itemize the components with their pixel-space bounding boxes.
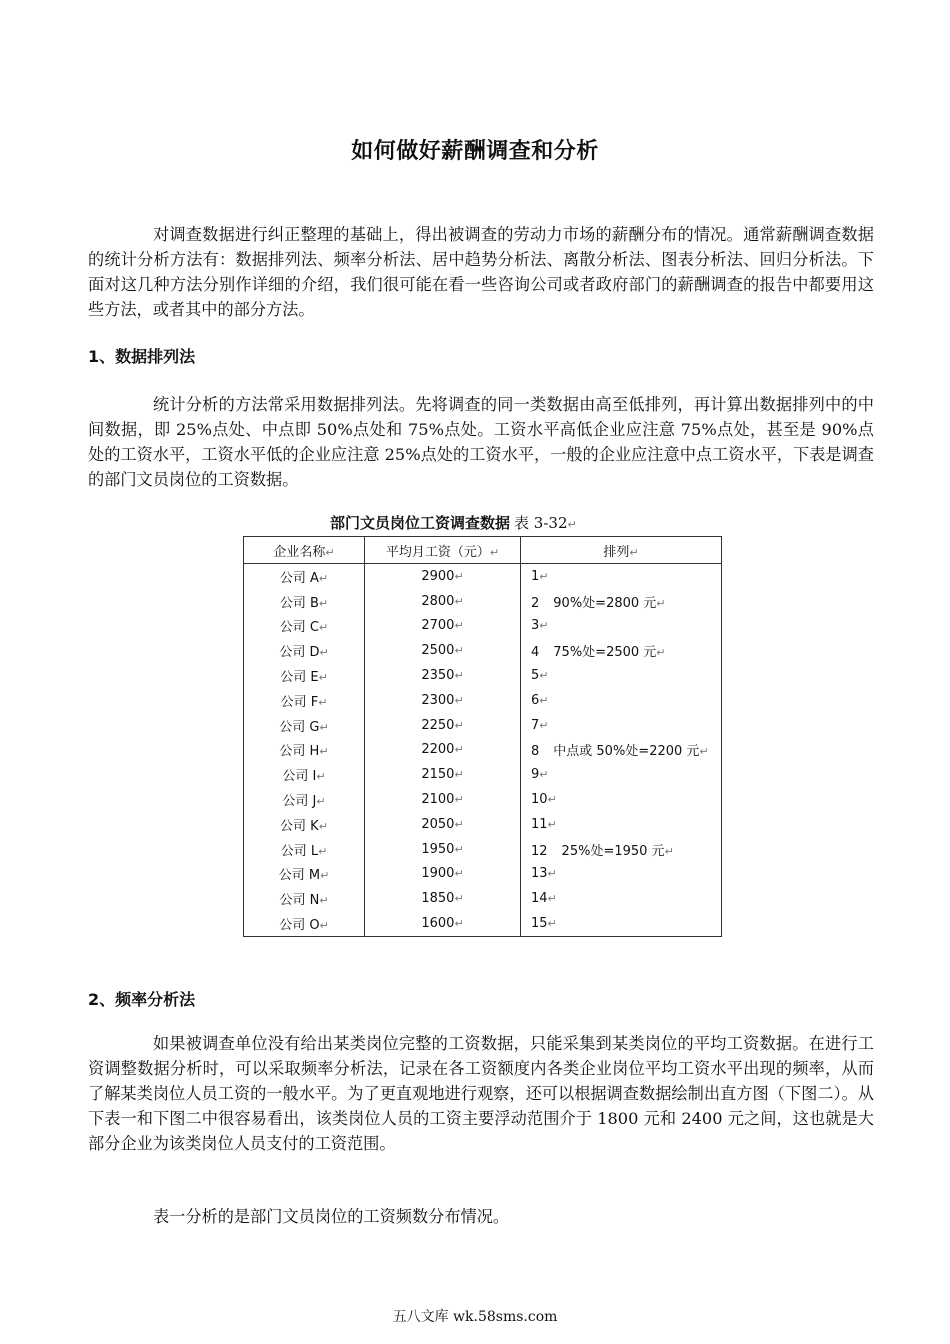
company-name-cell: 公司 I↵ [244,762,365,787]
table-row [244,837,722,862]
table-row [244,638,722,663]
average-salary-cell: 2200↵ [365,738,521,763]
company-name-cell: 公司 H↵ [244,738,365,763]
table-caption-title: 部门文员岗位工资调查数据 [330,514,511,532]
average-salary-cell: 1900↵ [365,862,521,887]
table-row [244,614,722,639]
average-salary-cell: 2250↵ [365,713,521,738]
percentile-note: 90%处=2800 元 [553,595,657,611]
table-row [244,564,722,589]
section-2-closing-paragraph: 表一分析的是部门文员岗位的工资频数分布情况。 [153,1207,510,1226]
table-row [244,862,722,887]
company-name-cell: 公司 G↵ [244,713,365,738]
company-name-cell: 公司 O↵ [244,911,365,936]
average-salary-cell: 1850↵ [365,886,521,911]
header-average-salary: 平均月工资（元）↵ [365,537,521,564]
rank-cell: 3↵ [521,614,722,639]
company-name-cell: 公司 D↵ [244,638,365,663]
average-salary-cell: 2050↵ [365,812,521,837]
rank-cell: 14↵ [521,886,722,911]
average-salary-cell: 2300↵ [365,688,521,713]
table-row [244,589,722,614]
rank-cell: 8 中点或 50%处=2200 元↵ [521,738,722,763]
average-salary-cell: 1950↵ [365,837,521,862]
table-row [244,738,722,763]
average-salary-cell: 2150↵ [365,762,521,787]
average-salary-cell: 2100↵ [365,787,521,812]
company-name-cell: 公司 A↵ [244,564,365,589]
average-salary-cell: 2500↵ [365,638,521,663]
section-1-paragraph: 统计分析的方法常采用数据排列法。先将调查的同一类数据由高至低排列，再计算出数据排列中的中间数据，即 25%点处、中点即 50%点处和 75%点处。工资水平高低企业应注意 75%点处，甚至是 90%点处的工资水平，工资水平低的企业应注意 25%点处的工资水平，一般的企业应注意中点工资水平，下表是调查的部门文员岗位的工资数据。 [88,395,874,489]
header-rank: 排列↵ [521,537,722,564]
average-salary-cell: 1600↵ [365,911,521,936]
rank-cell: 7↵ [521,713,722,738]
table-row [244,762,722,787]
company-name-cell: 公司 M↵ [244,862,365,887]
rank-cell: 13↵ [521,862,722,887]
table-header-row [244,537,722,564]
rank-cell: 2 90%处=2800 元↵ [521,589,722,614]
salary-table [243,536,722,937]
company-name-cell: 公司 N↵ [244,886,365,911]
rank-cell: 1↵ [521,564,722,589]
table-caption: 部门文员岗位工资调查数据 表 3-32↵ [330,514,577,532]
company-name-cell: 公司 K↵ [244,812,365,837]
table-row [244,713,722,738]
table-row [244,886,722,911]
table-row [244,663,722,688]
intro-paragraph: 对调查数据进行纠正整理的基础上，得出被调查的劳动力市场的薪酬分布的情况。通常薪酬调查数据的统计分析方法有：数据排列法、频率分析法、居中趋势分析法、离散分析法、图表分析法、回归分析法。下面对这几种方法分别作详细的介绍，我们很可能在看一些咨询公司或者政府部门的薪酬调查的报告中都要用这些方法，或者其中的部分方法。 [88,225,874,319]
table-body [244,564,722,937]
rank-cell: 10↵ [521,787,722,812]
section-1-heading: 1、数据排列法 [88,347,196,366]
percentile-note: 中点或 50%处=2200 元 [553,744,700,760]
company-name-cell: 公司 J↵ [244,787,365,812]
average-salary-cell: 2900↵ [365,564,521,589]
table-caption-number: 表 3-32 [514,514,568,532]
average-salary-cell: 2700↵ [365,614,521,639]
average-salary-cell: 2350↵ [365,663,521,688]
section-2-heading: 2、频率分析法 [88,990,196,1009]
rank-cell: 4 75%处=2500 元↵ [521,638,722,663]
table-row [244,787,722,812]
company-name-cell: 公司 F↵ [244,688,365,713]
rank-cell: 15↵ [521,911,722,936]
rank-cell: 5↵ [521,663,722,688]
section-2-paragraph: 如果被调查单位没有给出某类岗位完整的工资数据，只能采集到某类岗位的平均工资数据。在进行工资调整数据分析时，可以采取频率分析法，记录在各工资额度内各类企业岗位平均工资水平出现的频率，从而了解某类岗位人员工资的一般水平。为了更直观地进行观察，还可以根据调查数据绘制出直方图（下图二）。从下表一和下图二中很容易看出，该类岗位人员的工资主要浮动范围介于 1800 元和 2400 元之间，这也就是大部分企业为该类岗位人员支付的工资范围。 [88,1034,874,1153]
table-row [244,812,722,837]
rank-cell: 9↵ [521,762,722,787]
footer-watermark: 五八文库 wk.58sms.com [392,1309,558,1325]
table-row [244,911,722,936]
document-title: 如何做好薪酬调查和分析 [351,139,599,164]
average-salary-cell: 2800↵ [365,589,521,614]
rank-cell: 11↵ [521,812,722,837]
company-name-cell: 公司 B↵ [244,589,365,614]
rank-cell: 6↵ [521,688,722,713]
company-name-cell: 公司 L↵ [244,837,365,862]
percentile-note: 75%处=2500 元 [553,645,657,661]
table-row [244,688,722,713]
header-company: 企业名称↵ [244,537,365,564]
rank-cell: 12 25%处=1950 元↵ [521,837,722,862]
company-name-cell: 公司 C↵ [244,614,365,639]
percentile-note: 25%处=1950 元 [561,843,665,859]
company-name-cell: 公司 E↵ [244,663,365,688]
